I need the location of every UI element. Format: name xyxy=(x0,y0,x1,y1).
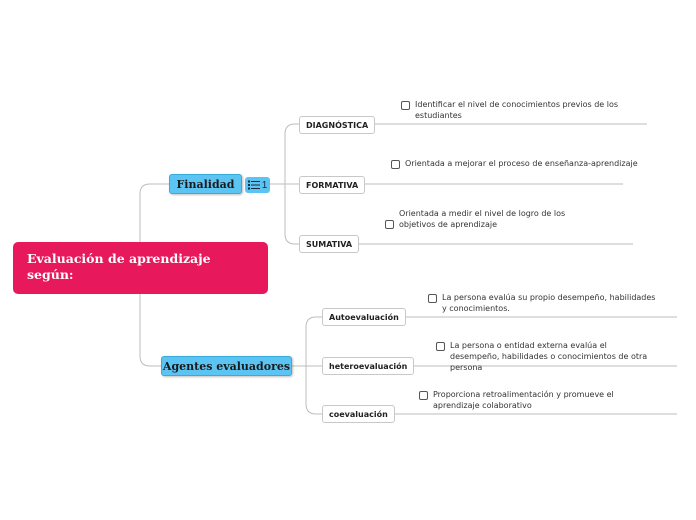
note-formativa-text: Orientada a mejorar el proceso de enseñanza-aprendizaje xyxy=(405,159,638,168)
note-diagnostica[interactable] xyxy=(401,99,661,121)
subtopic-diagnostica-label: DIAGNÓSTICA xyxy=(306,120,369,130)
finalidad-notes-count: 1 xyxy=(261,179,268,191)
subtopic-diagnostica[interactable] xyxy=(299,116,375,134)
connector-coevaluacion xyxy=(306,366,322,414)
connector-root-finalidad xyxy=(140,184,169,242)
subtopic-autoevaluacion-label: Autoevaluación xyxy=(329,312,399,322)
note-coevaluacion[interactable] xyxy=(419,389,654,411)
checkbox-icon[interactable] xyxy=(401,101,410,110)
checkbox-icon[interactable] xyxy=(428,294,437,303)
connector-root-agentes xyxy=(140,294,161,366)
subtopic-heteroevaluacion[interactable] xyxy=(322,357,414,375)
connector-sumativa xyxy=(285,184,299,244)
checkbox-icon[interactable] xyxy=(419,391,428,400)
checkbox-icon[interactable] xyxy=(385,220,394,229)
note-formativa[interactable] xyxy=(391,158,651,169)
subtopic-sumativa-label: SUMATIVA xyxy=(306,239,353,249)
topic-agentes-evaluadores[interactable] xyxy=(161,356,292,376)
checkbox-icon[interactable] xyxy=(436,342,445,351)
note-autoevaluacion-text: La persona evalúa su propio desempeño, habilidades y conocimientos. xyxy=(442,293,656,313)
topic-finalidad-label: Finalidad xyxy=(176,177,235,191)
note-diagnostica-text: Identificar el nivel de conocimientos previos de los estudiantes xyxy=(415,100,619,120)
note-sumativa[interactable] xyxy=(385,208,600,230)
subtopic-autoevaluacion[interactable] xyxy=(322,308,406,326)
checkbox-icon[interactable] xyxy=(391,160,400,169)
finalidad-notes-badge[interactable] xyxy=(245,177,270,193)
subtopic-coevaluacion[interactable] xyxy=(322,405,395,423)
root-topic[interactable] xyxy=(13,242,268,294)
subtopic-sumativa[interactable] xyxy=(299,235,359,253)
note-sumativa-text: Orientada a medir el nivel de logro de los objetivos de aprendizaje xyxy=(399,209,566,229)
note-coevaluacion-text: Proporciona retroalimentación y promueve el aprendizaje colaborativo xyxy=(433,390,614,410)
topic-agentes-label: Agentes evaluadores xyxy=(162,359,291,373)
connector-autoevaluacion xyxy=(306,317,322,366)
note-heteroevaluacion-text: La persona o entidad externa evalúa el desempeño, habilidades o conocimientos de otra persona xyxy=(450,341,648,372)
root-topic-title: Evaluación de aprendizaje según: xyxy=(27,251,211,282)
subtopic-coevaluacion-label: coevaluación xyxy=(329,409,388,419)
subtopic-formativa[interactable] xyxy=(299,176,365,194)
connector-diagnostica xyxy=(285,124,299,184)
subtopic-formativa-label: FORMATIVA xyxy=(306,180,359,190)
note-heteroevaluacion[interactable] xyxy=(436,340,651,373)
note-autoevaluacion[interactable] xyxy=(428,292,656,314)
subtopic-heteroevaluacion-label: heteroevaluación xyxy=(329,361,408,371)
topic-finalidad[interactable] xyxy=(169,174,242,194)
list-icon xyxy=(248,180,260,190)
